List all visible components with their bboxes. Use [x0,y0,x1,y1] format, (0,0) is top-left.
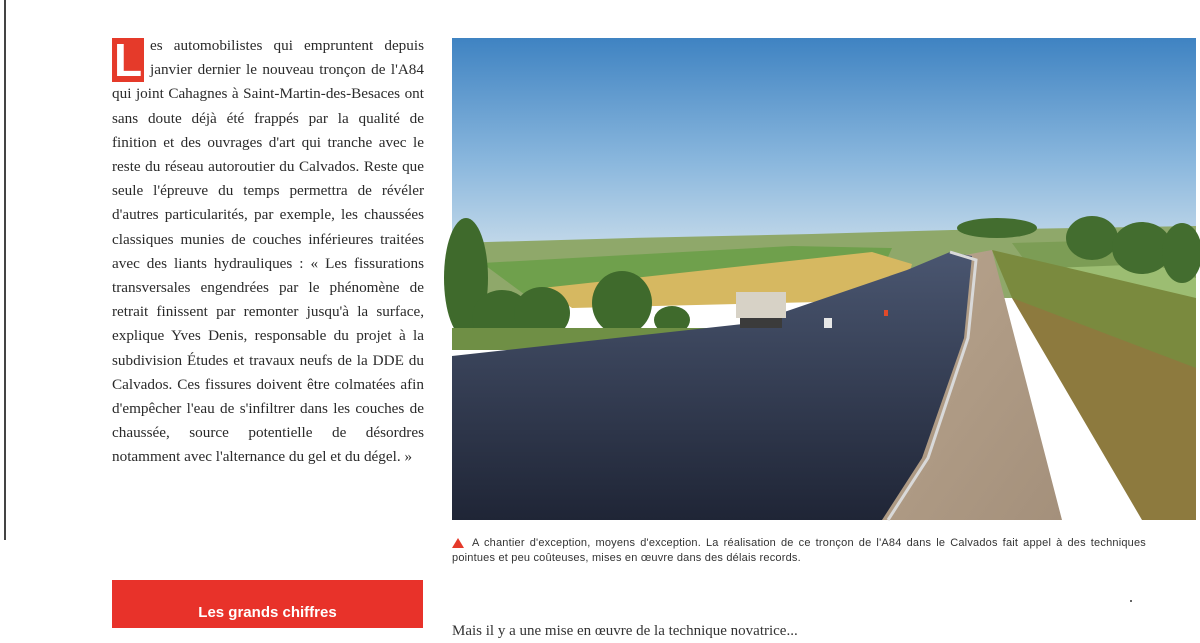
page-margin-rule [4,0,6,540]
caption-triangle-icon [452,538,464,548]
continued-article-text: Mais il y a une mise en œuvre de la technique novatrice... [452,623,798,639]
article-column [112,34,424,470]
drop-cap-letter: L [113,34,143,86]
caption-text: A chantier d'exception, moyens d'exception. La réalisation de ce tronçon de l'A84 dans le Calvados fait appel à des techniques pointues et peu coûteuses, mises en œuvre dans des délais records. [452,537,1146,564]
article-body-text: es automobilistes qui empruntent depuis janvier dernier le nouveau tronçon de l'A84 qui joint Cahagnes à Saint-Martin-des-Besaces ont sans doute déjà été frappés par la qualité de finition et des ouvrages d'art qui tranche avec le reste du réseau autoroutier du Calvados. Reste que seule l'épreuve du temps permettra de révéler d'autres particularités, par exemple, les chaussées classiques munies de couches inférieures traitées avec des liants hydrauliques : « Les fissurations transversales engendrées par le phénomène de retrait finissent par remonter jusqu'à la surface, explique Yves Denis, responsable du projet à la subdivision Études et travaux neufs de la DDE du Calvados. Ces fissures doivent être colmatées afin d'empêcher l'eau de s'infiltrer dans les couches de chaussée, source potentielle de désordres notamment avec l'alternance du gel et du dégel. » [112,37,424,466]
key-figures-box [112,580,423,628]
scan-speck [1130,600,1132,602]
motorway-photo [452,38,1196,520]
photo-caption [452,536,1146,565]
key-figures-title: Les grands chiffres [198,604,337,621]
